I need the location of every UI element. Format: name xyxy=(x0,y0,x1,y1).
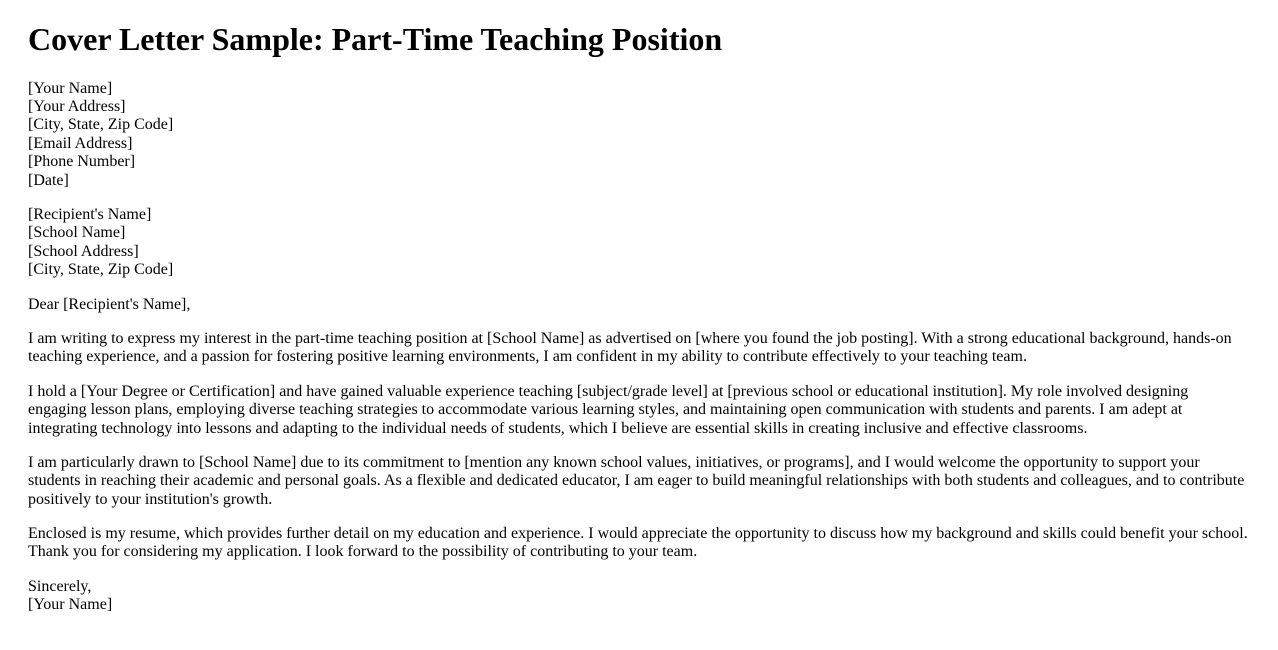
page-title: Cover Letter Sample: Part-Time Teaching Position xyxy=(28,21,723,58)
recipient-school-name-line: [School Name] xyxy=(28,224,126,242)
recipient-city-state-zip-line: [City, State, Zip Code] xyxy=(28,261,174,279)
recipient-school-address-line: [School Address] xyxy=(28,242,139,260)
paragraph-school-fit: I am particularly drawn to [School Name] due to its commitment to [mention any known school values, initiatives, or programs], and I would welcome the opportunity to support your students in reaching their academic and personal goals. As a flexible and dedicated educator, I am eager to build meaningful relationships with both students and colleagues, and to contribute positively to your institution's growth. xyxy=(28,453,1245,508)
sender-city-state-zip-line: [City, State, Zip Code] xyxy=(28,116,174,134)
cover-letter-document xyxy=(28,21,1248,614)
recipient-name-line: [Recipient's Name] xyxy=(28,206,152,224)
salutation: Dear [Recipient's Name], xyxy=(28,295,191,313)
sender-name-line: [Your Name] xyxy=(28,79,113,97)
sender-address-line: [Your Address] xyxy=(28,98,126,116)
sender-phone-line: [Phone Number] xyxy=(28,153,136,171)
sender-address-block xyxy=(28,80,1248,190)
sender-email-line: [Email Address] xyxy=(28,134,133,152)
recipient-address-block xyxy=(28,206,1248,280)
closing-name-line: [Your Name] xyxy=(28,596,113,614)
paragraph-introduction: I am writing to express my interest in the part-time teaching position at [School Name] as advertised on [where you found the job posting]. With a strong educational background, hands-on teaching experience, and a passion for fostering positive learning environments, I am confident in my ability to contribute effectively to your teaching team. xyxy=(28,329,1232,366)
signature-block xyxy=(28,578,1248,615)
paragraph-closing: Enclosed is my resume, which provides further detail on my education and experience. I would appreciate the opportunity to discuss how my background and skills could benefit your school. Thank you for considering my application. I look forward to the possibility of contributing to your team. xyxy=(28,525,1248,561)
paragraph-qualifications: I hold a [Your Degree or Certification] and have gained valuable experience teaching [subject/grade level] at [previous school or educational institution]. My role involved designing engaging lesson plans, employing diverse teaching strategies to accommodate various learning styles, and maintaining open communication with students and parents. I am adept at integrating technology into lessons and adapting to the individual needs of students, which I believe are essential skills in creating inclusive and effective classrooms. xyxy=(28,382,1189,437)
sender-date-line: [Date] xyxy=(28,171,69,189)
closing-sincerely-line: Sincerely, xyxy=(28,577,92,595)
